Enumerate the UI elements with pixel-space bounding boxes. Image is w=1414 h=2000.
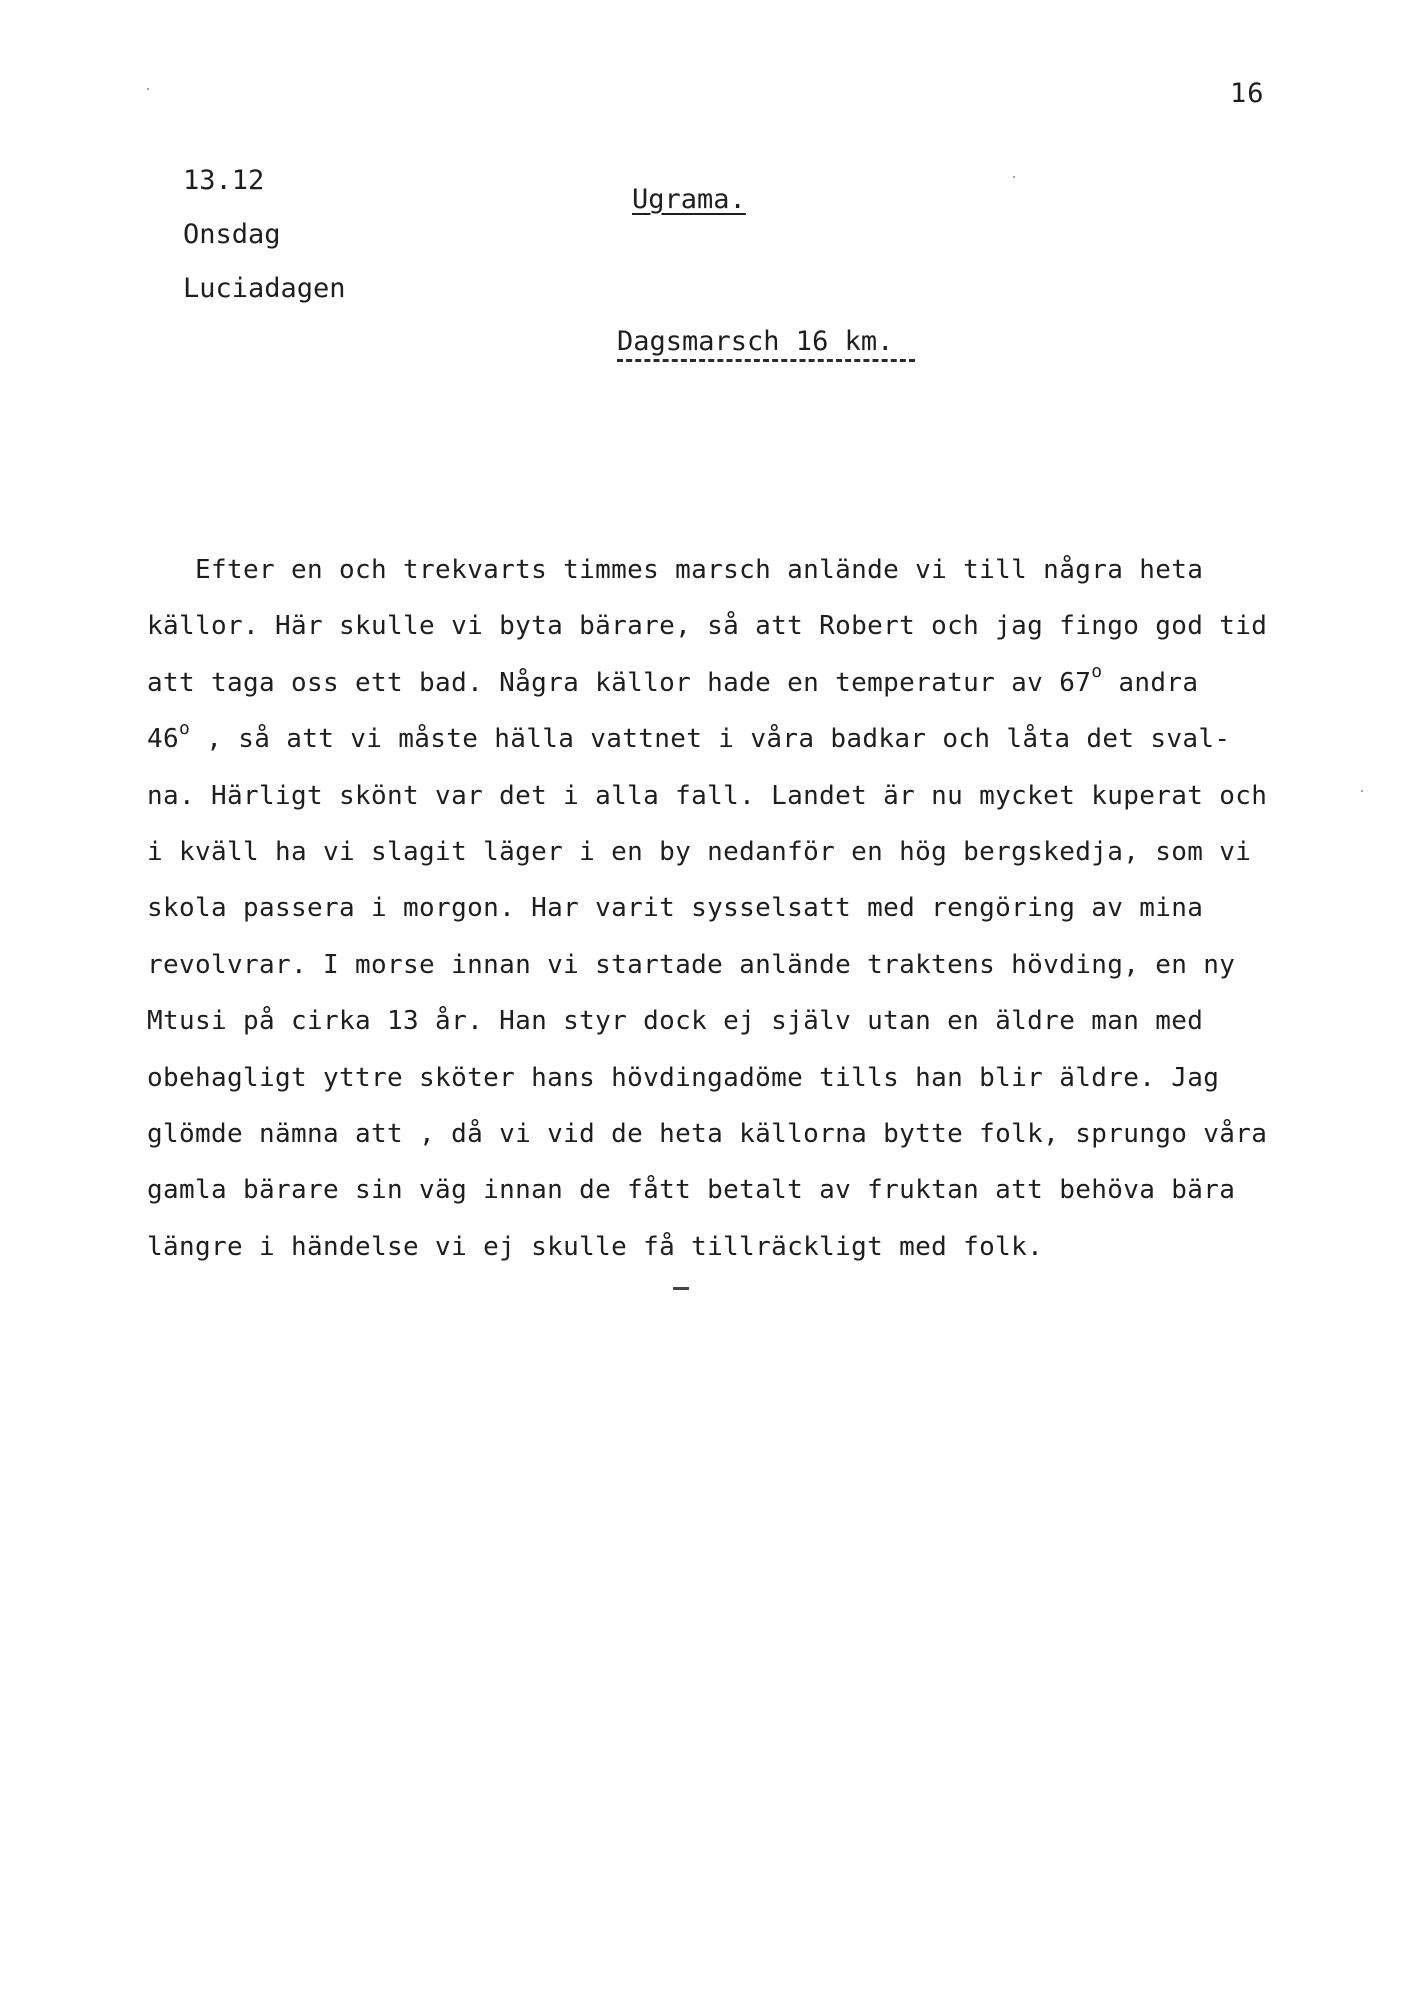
body-line-8: revolvrar. I morse innan vi startade anlände traktens hövding, en ny bbox=[147, 949, 1236, 980]
body-line-5: na. Härligt skönt var det i alla fall. Landet är nu mycket kuperat och bbox=[147, 780, 1268, 811]
entry-date: 13.12 bbox=[183, 165, 265, 196]
place-heading: Ugrama. bbox=[632, 184, 746, 215]
scan-speck bbox=[1013, 176, 1015, 178]
body-line-4-start: 46 bbox=[147, 724, 180, 755]
body-line-9: Mtusi på cirka 13 år. Han styr dock ej själv utan en äldre man med bbox=[147, 1006, 1204, 1037]
entry-occasion: Luciadagen bbox=[183, 273, 346, 304]
body-line-7: skola passera i morgon. Har varit sysselsatt med rengöring av mina bbox=[147, 893, 1204, 924]
body-line-3 bbox=[147, 655, 1387, 711]
body-line-10: obehagligt yttre sköter hans hövdingadöme tills han blir äldre. Jag bbox=[147, 1062, 1220, 1093]
body-line-1: Efter en och trekvarts timmes marsch anlände vi till några heta bbox=[147, 555, 1204, 585]
body-line-4 bbox=[147, 711, 1387, 767]
body-line-2: källor. Här skulle vi byta bärare, så att Robert och jag fingo god tid bbox=[147, 611, 1268, 642]
body-line-6: i kväll ha vi slagit läger i en by nedanför en hög bergskedja, som vi bbox=[147, 837, 1252, 868]
dashed-underline bbox=[617, 359, 915, 362]
diary-entry-body bbox=[147, 542, 1387, 1275]
degree-superscript: o bbox=[1091, 661, 1103, 683]
body-line-11: glömde nämna att , då vi vid de heta källorna bytte folk, sprungo våra bbox=[147, 1119, 1268, 1150]
body-line-3-start: att taga oss ett bad. Några källor hade en temperatur av 67 bbox=[147, 667, 1092, 698]
scan-speck bbox=[147, 88, 149, 90]
day-march-heading bbox=[617, 326, 915, 362]
end-mark bbox=[673, 1287, 689, 1290]
body-line-12: gamla bärare sin väg innan de fått betalt av fruktan att behöva bära bbox=[147, 1175, 1236, 1206]
date-header bbox=[183, 154, 346, 316]
page-number: 16 bbox=[1230, 78, 1265, 109]
degree-superscript: o bbox=[179, 717, 191, 739]
body-line-13: längre i händelse vi ej skulle få tillräckligt med folk. bbox=[147, 1231, 1044, 1262]
scan-speck bbox=[1361, 790, 1363, 792]
day-march-text: Dagsmarsch 16 km. bbox=[617, 326, 894, 357]
body-line-4-end: , så att vi måste hälla vattnet i våra badkar och låta det sval- bbox=[190, 724, 1231, 755]
body-line-3-end: andra bbox=[1102, 667, 1199, 698]
entry-weekday: Onsdag bbox=[183, 219, 281, 250]
